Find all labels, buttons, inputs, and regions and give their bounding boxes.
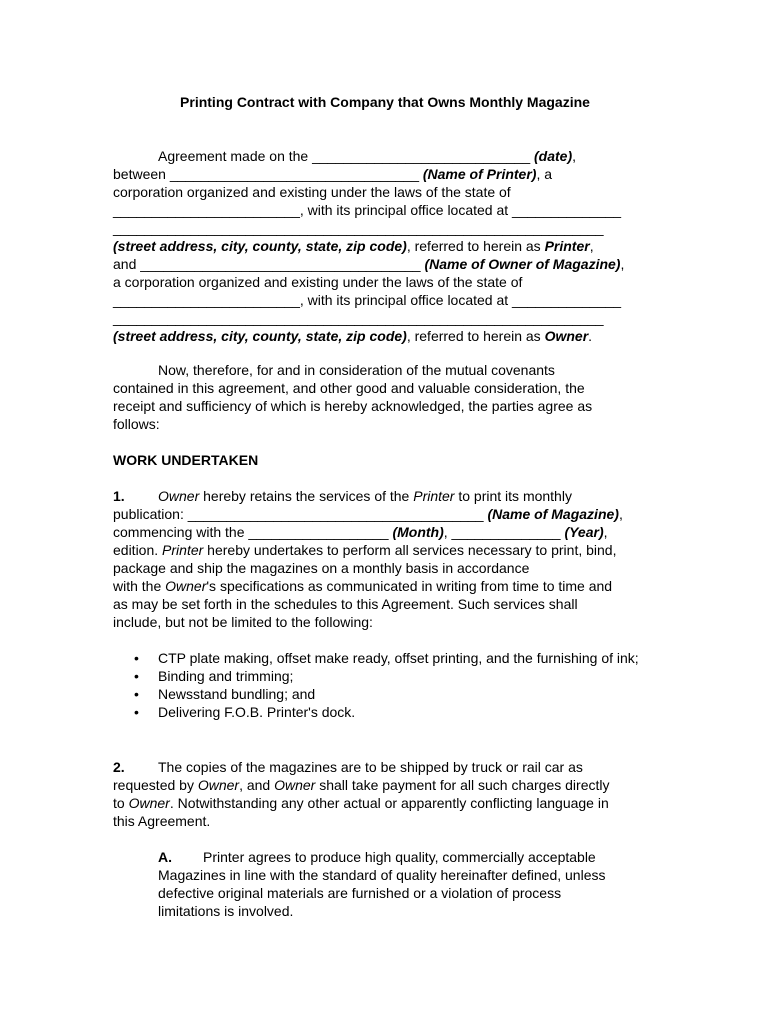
list-item-text: Binding and trimming; <box>158 668 294 684</box>
clause-1-line-3-end: , <box>603 524 608 540</box>
clause-2-owner-2: Owner <box>274 777 316 793</box>
clause-1-line-4-end: hereby undertakes to perform all services necessary to print, bind, <box>203 542 617 558</box>
magazine-name-placeholder: (Name of Magazine) <box>487 506 619 522</box>
bullet-icon: • <box>134 686 139 702</box>
intro-line-10: _______________________________________________________________ <box>113 310 604 326</box>
list-item <box>113 703 658 721</box>
list-item <box>113 649 658 667</box>
clause-1-line-5: package and ship the magazines on a monthly basis in accordance <box>113 560 530 576</box>
printer-address-placeholder: (street address, city, county, state, zip code) <box>113 238 407 254</box>
intro-line-1: Agreement made on the ____________________________ <box>158 148 531 164</box>
month-placeholder: (Month) <box>392 524 444 540</box>
owner-term: Owner <box>544 328 589 344</box>
intro-line-1-end: , <box>572 148 577 164</box>
clause-1-line-1-end: to print its monthly <box>454 488 572 504</box>
printer-term: Printer <box>544 238 590 254</box>
clause-2-owner-1: Owner <box>197 777 240 793</box>
list-item <box>113 667 658 685</box>
clause-1-line-4: edition. <box>113 542 163 558</box>
clause-1-line-2-end: , <box>618 506 623 522</box>
document-title: Printing Contract with Company that Owns Monthly Magazine <box>180 94 590 110</box>
owner-name-placeholder: (Name of Owner of Magazine) <box>424 256 621 272</box>
clause-2-line-3-end: . Notwithstanding any other actual or apparently conflicting language in <box>169 795 609 811</box>
clause-2-line-2-mid: , and <box>239 777 275 793</box>
year-placeholder: (Year) <box>564 524 604 540</box>
intro-line-11-end: . <box>588 328 593 344</box>
clause-1-line-8: include, but not be limited to the following: <box>113 614 373 630</box>
intro-line-5: _______________________________________________________________ <box>113 220 604 236</box>
clause-1-line-2: publication: ______________________________________ <box>113 506 484 522</box>
clause-1-number: 1. <box>113 488 125 504</box>
intro-line-7: and ____________________________________ <box>113 256 421 272</box>
intro-line-3: corporation organized and existing under the laws of the state of <box>113 184 511 200</box>
intro-paragraph <box>113 147 658 345</box>
clause-1-owner-2: Owner <box>165 578 207 594</box>
recital-line-3: receipt and sufficiency of which is hereby acknowledged, the parties agree as <box>113 398 593 414</box>
clause-2-owner-3: Owner <box>128 795 170 811</box>
bullet-icon: • <box>134 704 139 720</box>
clause-a-line-1: Printer agrees to produce high quality, commercially acceptable <box>203 849 596 865</box>
list-item-text: Newsstand bundling; and <box>158 686 316 702</box>
clause-1-line-7: as may be set forth in the schedules to this Agreement. Such services shall <box>113 596 578 612</box>
clause-1-line-6: with the <box>113 578 166 594</box>
intro-line-4: ________________________, with its principal office located at ______________ <box>113 202 622 218</box>
intro-line-2-end: , a <box>536 166 553 182</box>
clause-1-line-6-end: 's specifications as communicated in writing from time to time and <box>206 578 613 594</box>
clause-2-line-3: to <box>113 795 129 811</box>
clause-a-label: A. <box>158 849 172 865</box>
recital-line-2: contained in this agreement, and other good and valuable consideration, the <box>113 380 585 396</box>
clause-1 <box>113 487 658 631</box>
section-heading: WORK UNDERTAKEN <box>113 452 259 468</box>
clause-1-line-3: commencing with the __________________ <box>113 524 389 540</box>
clause-a <box>158 848 658 920</box>
intro-line-8: a corporation organized and existing under the laws of the state of <box>113 274 523 290</box>
clause-1-printer-2: Printer <box>162 542 204 558</box>
list-item-text: CTP plate making, offset make ready, offset printing, and the furnishing of ink; <box>158 650 639 666</box>
intro-line-6-mid: , referred to herein as <box>406 238 545 254</box>
recital-paragraph <box>113 361 658 433</box>
date-placeholder: (date) <box>534 148 573 164</box>
intro-line-6-end: , <box>589 238 594 254</box>
clause-a-line-4: limitations is involved. <box>158 903 294 919</box>
clause-1-owner: Owner <box>158 488 200 504</box>
printer-name-placeholder: (Name of Printer) <box>422 166 537 182</box>
recital-line-1: Now, therefore, for and in consideration of the mutual covenants <box>158 362 555 378</box>
clause-2-number: 2. <box>113 759 125 775</box>
bullet-icon: • <box>134 650 139 666</box>
clause-1-line-3-mid: , ______________ <box>443 524 561 540</box>
clause-2-line-2-end: shall take payment for all such charges directly <box>315 777 610 793</box>
clause-a-line-2: Magazines in line with the standard of quality hereinafter defined, unless <box>158 867 606 883</box>
intro-line-2: between ________________________________ <box>113 166 419 182</box>
intro-line-11-mid: , referred to herein as <box>406 328 545 344</box>
bullet-icon: • <box>134 668 139 684</box>
clause-1-printer: Printer <box>413 488 455 504</box>
recital-line-4: follows: <box>113 416 160 432</box>
clause-2-line-4: this Agreement. <box>113 813 211 829</box>
services-list <box>113 649 658 721</box>
clause-1-line-1-mid: hereby retains the services of the <box>199 488 414 504</box>
clause-2 <box>113 758 658 830</box>
intro-line-7-end: , <box>620 256 625 272</box>
owner-address-placeholder: (street address, city, county, state, zip code) <box>113 328 407 344</box>
clause-2-line-1: The copies of the magazines are to be shipped by truck or rail car as <box>158 759 583 775</box>
intro-line-9: ________________________, with its principal office located at ______________ <box>113 292 622 308</box>
list-item-text: Delivering F.O.B. Printer's dock. <box>158 704 356 720</box>
clause-a-line-3: defective original materials are furnished or a violation of process <box>158 885 562 901</box>
list-item <box>113 685 658 703</box>
clause-2-line-2: requested by <box>113 777 198 793</box>
